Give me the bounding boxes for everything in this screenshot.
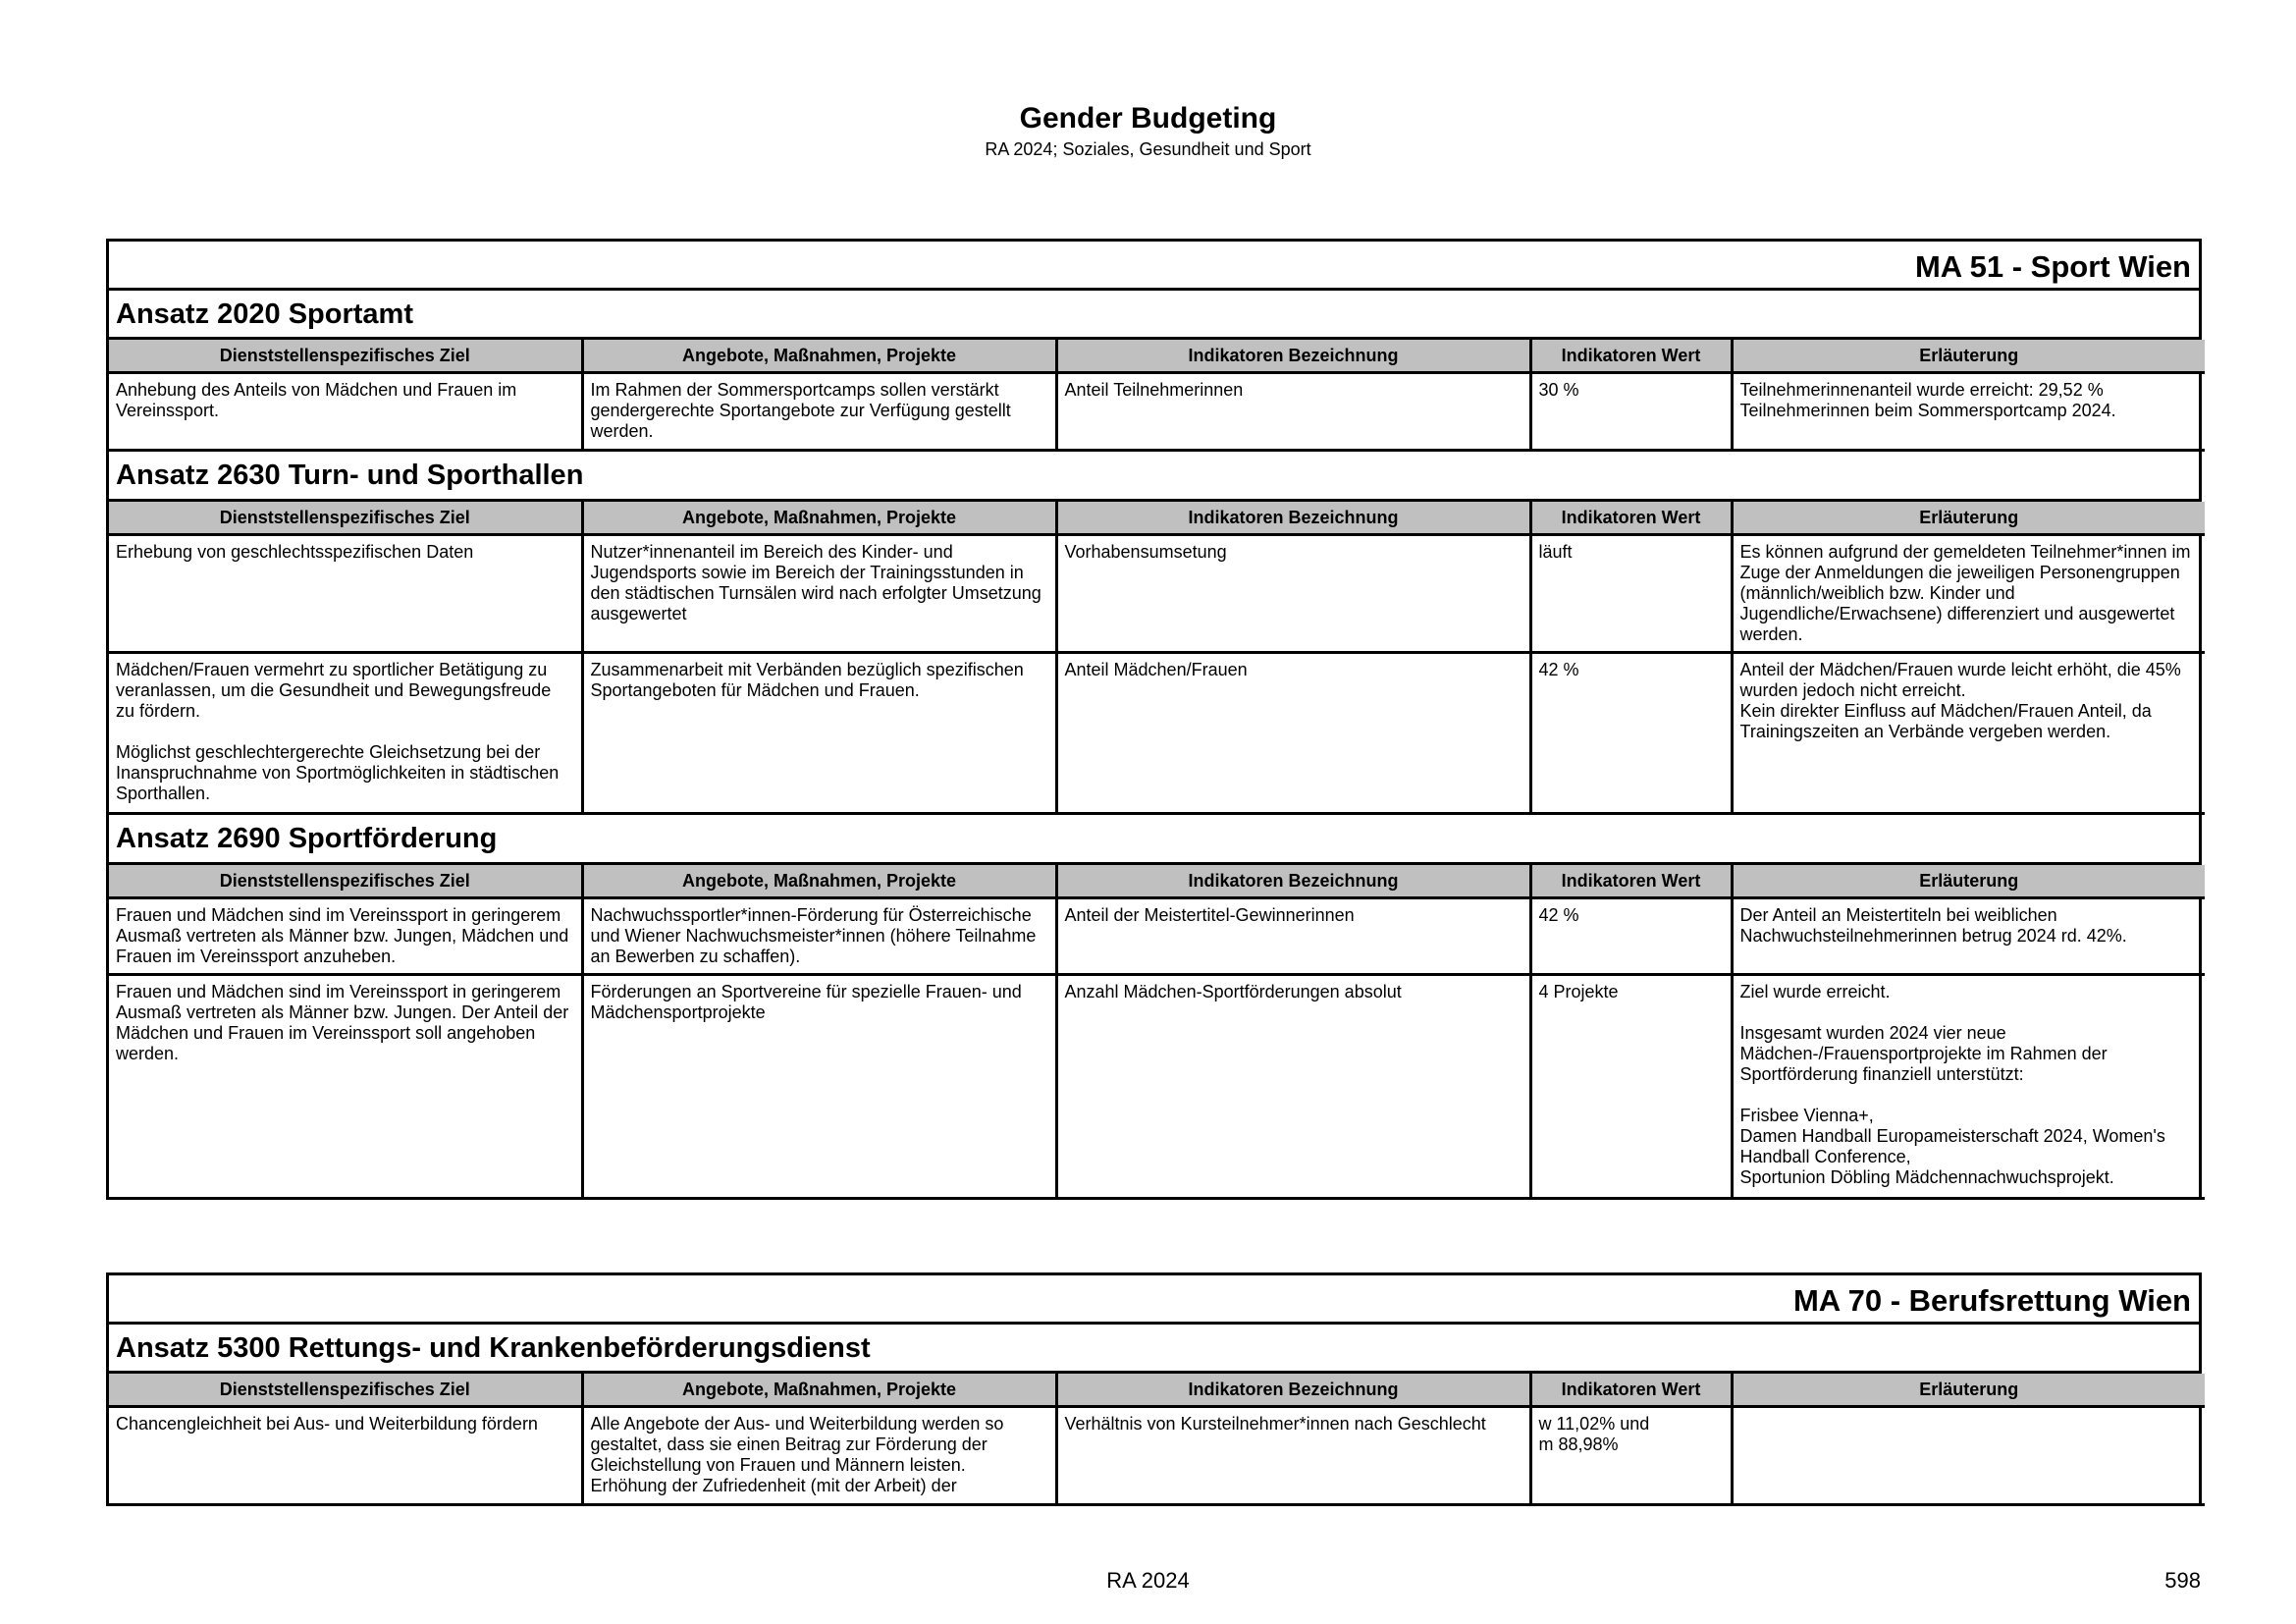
column-header-erlaeuterung: Erläuterung [1732, 865, 2205, 898]
department-block-ma51 [106, 239, 2202, 1200]
cell-indikator: Vorhabensumsetung [1056, 535, 1530, 653]
cell-massnahmen: Im Rahmen der Sommersportcamps sollen verstärkt gendergerechte Sportangebote zur Verfügung gestellt werden. [582, 373, 1056, 451]
ansatz-title: Ansatz 2630 Turn- und Sporthallen [109, 452, 2199, 502]
table-row [109, 1407, 2205, 1505]
column-header-massnahmen: Angebote, Maßnahmen, Projekte [582, 1374, 1056, 1407]
column-header-erlaeuterung: Erläuterung [1732, 502, 2205, 535]
cell-massnahmen: Nachwuchssportler*innen-Förderung für Österreichische und Wiener Nachwuchsmeister*innen (höhere Teilnahme an Bewerben zu schaffen). [582, 898, 1056, 975]
column-header-erlaeuterung: Erläuterung [1732, 1374, 2205, 1407]
column-header-indikator: Indikatoren Bezeichnung [1056, 340, 1530, 373]
column-header-ziel: Dienststellenspezifisches Ziel [109, 502, 582, 535]
ansatz-title: Ansatz 2020 Sportamt [109, 291, 2199, 340]
cell-wert: w 11,02% und m 88,98% [1530, 1407, 1732, 1505]
column-header-ziel: Dienststellenspezifisches Ziel [109, 1374, 582, 1407]
cell-wert: 4 Projekte [1530, 975, 1732, 1199]
column-header-erlaeuterung: Erläuterung [1732, 340, 2205, 373]
table-row [109, 975, 2205, 1199]
cell-ziel: Frauen und Mädchen sind im Vereinssport in geringerem Ausmaß vertreten als Männer bzw. Jungen, Mädchen und Frauen im Vereinssport anzuheben. [109, 898, 582, 975]
ansatz-table [109, 502, 2205, 815]
column-header-ziel: Dienststellenspezifisches Ziel [109, 865, 582, 898]
ansatz-title: Ansatz 5300 Rettungs- und Krankenbeförderungsdienst [109, 1325, 2199, 1374]
column-header-wert: Indikatoren Wert [1530, 865, 1732, 898]
cell-wert: 30 % [1530, 373, 1732, 451]
cell-erlaeuterung: Der Anteil an Meistertiteln bei weiblichen Nachwuchsteilnehmerinnen betrug 2024 rd. 42%. [1732, 898, 2205, 975]
table-header-row [109, 1374, 2205, 1407]
cell-ziel: Anhebung des Anteils von Mädchen und Frauen im Vereinssport. [109, 373, 582, 451]
column-header-indikator: Indikatoren Bezeichnung [1056, 502, 1530, 535]
cell-ziel: Mädchen/Frauen vermehrt zu sportlicher Betätigung zu veranlassen, um die Gesundheit und Bewegungsfreude zu fördern. Möglichst geschlechtergerechte Gleichsetzung bei der Inanspruchnahme von Sportmöglichkeiten in städtischen Sporthallen. [109, 653, 582, 814]
column-header-massnahmen: Angebote, Maßnahmen, Projekte [582, 340, 1056, 373]
table-row [109, 373, 2205, 451]
document-title: Gender Budgeting [1019, 102, 1277, 135]
cell-erlaeuterung: Es können aufgrund der gemeldeten Teilnehmer*innen im Zuge der Anmeldungen die jeweiligen Personengruppen (männlich/weiblich bzw. Kinder und Jugendliche/Erwachsene) differenziert und ausgewertet werden. [1732, 535, 2205, 653]
cell-indikator: Anteil der Meistertitel-Gewinnerinnen [1056, 898, 1530, 975]
column-header-ziel: Dienststellenspezifisches Ziel [109, 340, 582, 373]
column-header-massnahmen: Angebote, Maßnahmen, Projekte [582, 865, 1056, 898]
ansatz-table [109, 340, 2205, 452]
ansatz-table [109, 865, 2205, 1200]
document-subtitle: RA 2024; Soziales, Gesundheit und Sport [985, 139, 1311, 159]
column-header-wert: Indikatoren Wert [1530, 340, 1732, 373]
department-block-ma70 [106, 1272, 2202, 1506]
cell-wert: läuft [1530, 535, 1732, 653]
cell-massnahmen: Förderungen an Sportvereine für spezielle Frauen- und Mädchensportprojekte [582, 975, 1056, 1199]
table-header-row [109, 502, 2205, 535]
cell-massnahmen: Zusammenarbeit mit Verbänden bezüglich spezifischen Sportangeboten für Mädchen und Frauen. [582, 653, 1056, 814]
cell-ziel: Chancengleichheit bei Aus- und Weiterbildung fördern [109, 1407, 582, 1505]
column-header-wert: Indikatoren Wert [1530, 502, 1732, 535]
footer-report-label: RA 2024 [1106, 1568, 1190, 1593]
column-header-wert: Indikatoren Wert [1530, 1374, 1732, 1407]
cell-ziel: Erhebung von geschlechtsspezifischen Daten [109, 535, 582, 653]
table-header-row [109, 865, 2205, 898]
cell-indikator: Verhältnis von Kursteilnehmer*innen nach Geschlecht [1056, 1407, 1530, 1505]
column-header-indikator: Indikatoren Bezeichnung [1056, 1374, 1530, 1407]
cell-wert: 42 % [1530, 898, 1732, 975]
ansatz-table [109, 1374, 2205, 1506]
table-row [109, 535, 2205, 653]
cell-indikator: Anteil Mädchen/Frauen [1056, 653, 1530, 814]
page-number: 598 [2164, 1568, 2201, 1593]
department-title: MA 70 - Berufsrettung Wien [109, 1275, 2199, 1325]
column-header-massnahmen: Angebote, Maßnahmen, Projekte [582, 502, 1056, 535]
department-title: MA 51 - Sport Wien [109, 242, 2199, 291]
table-header-row [109, 340, 2205, 373]
cell-erlaeuterung: Anteil der Mädchen/Frauen wurde leicht erhöht, die 45% wurden jedoch nicht erreicht. Kein direkter Einfluss auf Mädchen/Frauen Anteil, da Trainingszeiten an Verbände vergeben werden. [1732, 653, 2205, 814]
cell-massnahmen: Alle Angebote der Aus- und Weiterbildung werden so gestaltet, dass sie einen Beitrag zur Förderung der Gleichstellung von Frauen und Männern leisten. Erhöhung der Zufriedenheit (mit der Arbeit) der [582, 1407, 1056, 1505]
cell-massnahmen: Nutzer*innenanteil im Bereich des Kinder- und Jugendsports sowie im Bereich der Trainingsstunden in den städtischen Turnsälen wird nach erfolgter Umsetzung ausgewertet [582, 535, 1056, 653]
cell-ziel: Frauen und Mädchen sind im Vereinssport in geringerem Ausmaß vertreten als Männer bzw. Jungen. Der Anteil der Mädchen und Frauen im Vereinssport soll angehoben werden. [109, 975, 582, 1199]
cell-erlaeuterung: Teilnehmerinnenanteil wurde erreicht: 29,52 % Teilnehmerinnen beim Sommersportcamp 2024. [1732, 373, 2205, 451]
cell-indikator: Anteil Teilnehmerinnen [1056, 373, 1530, 451]
table-row [109, 653, 2205, 814]
column-header-indikator: Indikatoren Bezeichnung [1056, 865, 1530, 898]
ansatz-title: Ansatz 2690 Sportförderung [109, 815, 2199, 865]
cell-wert: 42 % [1530, 653, 1732, 814]
cell-erlaeuterung: Ziel wurde erreicht. Insgesamt wurden 2024 vier neue Mädchen-/Frauensportprojekte im Rahmen der Sportförderung finanziell unterstützt: Frisbee Vienna+, Damen Handball Europameisterschaft 2024, Women's Handball Conference, Sportunion Döbling Mädchennachwuchsprojekt. [1732, 975, 2205, 1199]
table-row [109, 898, 2205, 975]
cell-erlaeuterung [1732, 1407, 2205, 1505]
cell-indikator: Anzahl Mädchen-Sportförderungen absolut [1056, 975, 1530, 1199]
